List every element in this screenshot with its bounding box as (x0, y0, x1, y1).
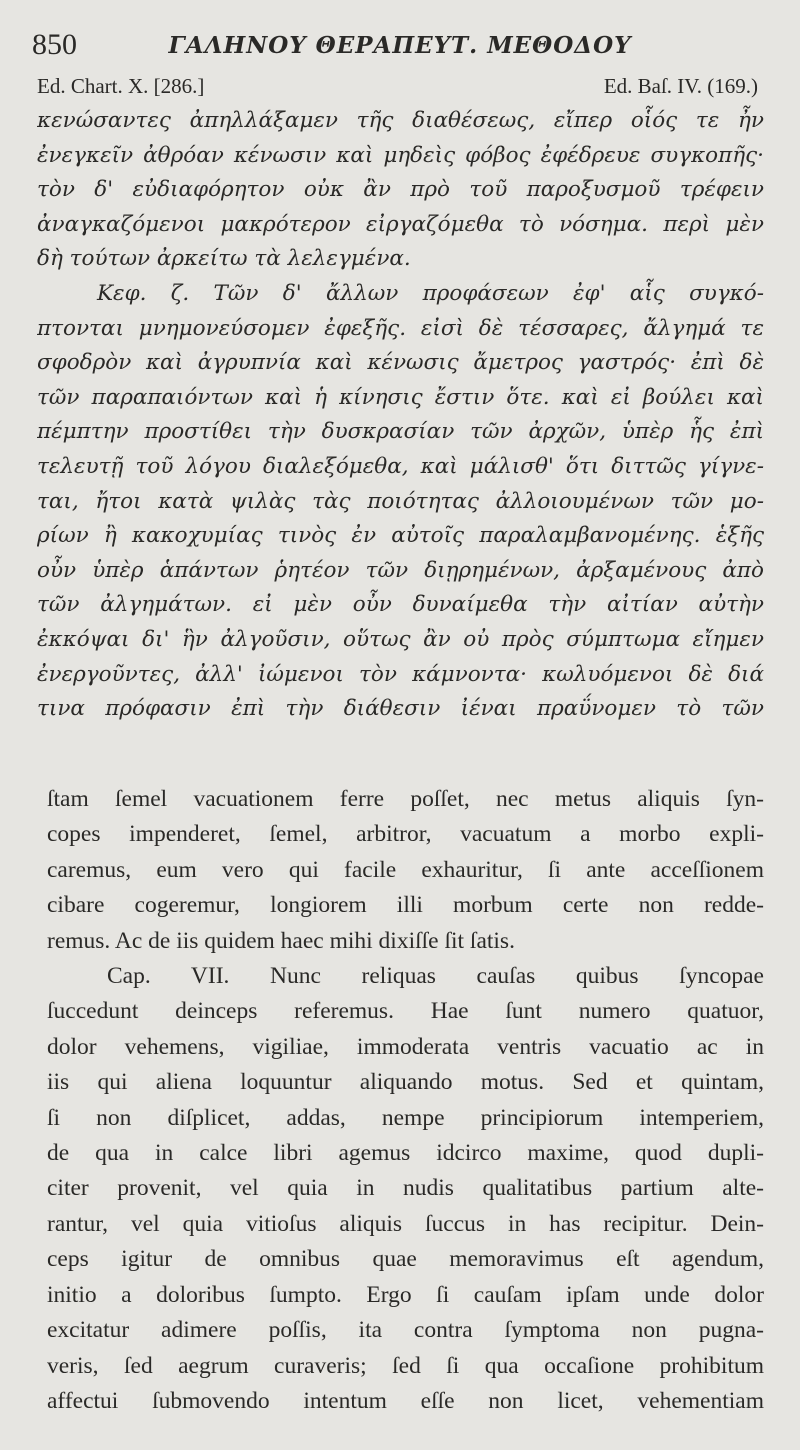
greek-line: οὖν ὑπὲρ ἁπάντων ῥητέον τῶν διῃρημένων, ἀρξαμένους ἀπὸ (37, 557, 764, 583)
running-head (30, 28, 770, 68)
latin-line: ſuccedunt deinceps referemus. Hae ſunt numero quatuor, (47, 998, 764, 1025)
latin-line: initio a doloribus ſumpto. Ergo ſi cauſam ipſam unde dolor (47, 1281, 764, 1308)
latin-line: ſtam ſemel vacuationem ferre poſſet, nec metus aliquis ſyn- (47, 786, 764, 812)
latin-line: de qua in calce libri agemus idcirco maxime, quod dupli- (47, 1140, 764, 1167)
greek-line: ρίων ἢ κακοχυμίας τινὸς ἐν αὐτοῖς παραλαμβανομένης. ἑξῆς (37, 523, 764, 549)
latin-line: dolor vehemens, vigiliae, immoderata ventris vacuatio ac in (47, 1033, 764, 1060)
latin-line: citer provenit, vel quia in nudis qualitatibus partium alte- (47, 1175, 764, 1202)
latin-line: cibare cogeremur, longiorem illi morbum certe non redde- (47, 892, 764, 919)
greek-line: ται, ἤτοι κατὰ ψιλὰς τὰς ποιότητας ἀλλοιουμένων τῶν μο- (37, 488, 764, 514)
greek-text (37, 104, 764, 727)
latin-line: remus. Ac de iis quidem haec mihi dixiſſe ſit ſatis. (47, 927, 515, 954)
greek-line: τινα πρόφασιν ἐπὶ τὴν διάθεσιν ἰέναι πραΰνομεν τὸ τῶν (37, 696, 764, 722)
latin-line: caremus, eum vero qui facile exhauritur, ſi ante acceſſionem (47, 856, 764, 883)
latin-line: iis qui aliena loquuntur aliquando motus. Sed et quintam, (47, 1069, 764, 1096)
greek-line: σφοδρὸν καὶ ἀγρυπνία καὶ κένωσις ἄμετρος γαστρός· ἐπὶ δὲ (37, 350, 764, 376)
edition-chartier: Ed. Chart. X. [286.] (37, 74, 205, 98)
greek-line: τὸν δ' εὐδιαφόρητον οὐκ ἂν πρὸ τοῦ παροξυσμοῦ τρέφειν (37, 177, 764, 203)
greek-line: τῶν ἀλγημάτων. εἰ μὲν οὖν δυναίμεθα τὴν αἰτίαν αὐτὴν (37, 592, 764, 618)
greek-line: ἀναγκαζόμενοι μακρότερον εἰργαζόμεθα τὸ νόσημα. περὶ μὲν (37, 211, 764, 237)
latin-line: ſi non diſplicet, addas, nempe principiorum intemperiem, (47, 1104, 764, 1131)
greek-line: ἐνεγκεῖν ἀθρόαν κένωσιν καὶ μηδεὶς φόβος ἐφέδρευε συγκοπῆς· (37, 142, 764, 168)
greek-line: δὴ τούτων ἀρκείτω τὰ λελεγμένα. (37, 246, 411, 272)
latin-line: rantur, vel quia vitioſus aliquis ſuccus in has recipitur. Dein- (47, 1210, 764, 1237)
greek-line: πέμπτην προστίθει τὴν δυσκρασίαν τῶν ἀρχῶν, ὑπὲρ ἧς ἐπὶ (37, 419, 764, 445)
latin-chapter-heading-line: Cap. VII. Nunc reliquas cauſas quibus ſyncopae (107, 963, 764, 990)
greek-line: ἐνεργοῦντες, ἀλλ' ἰώμενοι τὸν κάμνοντα· κωλυόμενοι δὲ διά (37, 661, 764, 687)
latin-line: excitatur adimere poſſis, ita contra ſymptoma non pugna- (47, 1317, 764, 1344)
page-number: 850 (32, 28, 77, 61)
edition-basel: Ed. Baſ. IV. (169.) (603, 74, 758, 98)
greek-line: ἐκκόψαι δι' ἣν ἀλγοῦσιν, οὕτως ἂν οὐ πρὸς σύμπτωμα εἴημεν (37, 626, 764, 652)
greek-chapter-heading-line: Κεφ. ζ. Τῶν δ' ἄλλων προφάσεων ἐφ' αἷς συγκό- (97, 280, 764, 306)
greek-line: τῶν παραπαιόντων καὶ ἡ κίνησις ἔστιν ὅτε. καὶ εἰ βούλει καὶ (37, 384, 764, 410)
latin-line: ceps igitur de omnibus quae memoravimus eſt agendum, (47, 1246, 764, 1273)
latin-line: copes impenderet, ſemel, arbitror, vacuatum a morbo expli- (47, 821, 764, 848)
edition-reference (37, 74, 758, 104)
latin-line: veris, ſed aegrum curaveris; ſed ſi qua occaſione prohibitum (47, 1352, 764, 1379)
greek-line: κενώσαντες ἀπηλλάξαμεν τῆς διαθέσεως, εἴπερ οἷός τε ἦν (37, 108, 764, 133)
running-title: ΓΑΛΗΝΟΥ ΘΕΡΑΠΕΥΤ. ΜΕΘΟΔΟΥ (168, 32, 632, 59)
greek-line: πτονται μνημονεύσομεν ἐφεξῆς. εἰσὶ δὲ τέσσαρες, ἄλγημά τε (37, 315, 764, 341)
latin-text (47, 782, 764, 1419)
greek-line: τελευτῇ τοῦ λόγου διαλεξόμεθα, καὶ μάλισθ' ὅτι διττῶς γίγνε- (37, 453, 764, 479)
latin-line: affectui ſubmovendo intentum eſſe non licet, vehementiam (47, 1387, 764, 1414)
